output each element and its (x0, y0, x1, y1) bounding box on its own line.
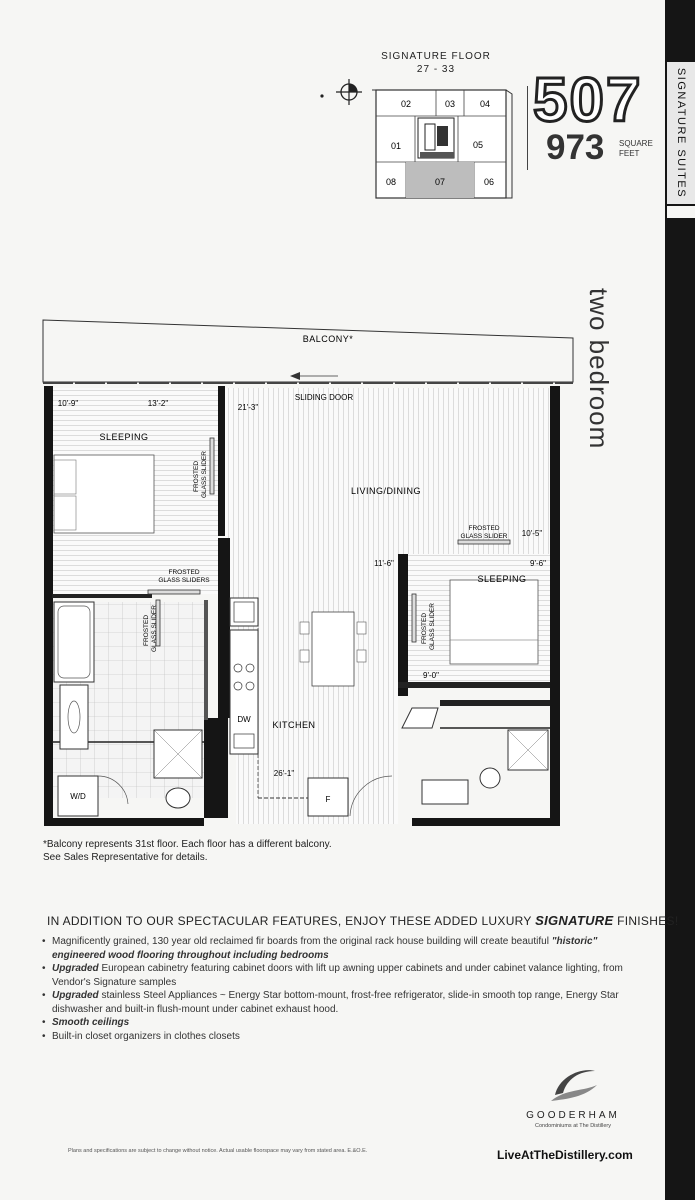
frosted-slider-d-line1: FROSTED (468, 525, 500, 532)
feature-item-1-text: Magnificently grained, 130 year old reclaimed fir boards from the original rack house building will create beautiful (52, 936, 552, 947)
dim-sleeping-1-length: 13'-2" (147, 399, 169, 408)
frosted-slider-c-line2: GLASS SLIDER (429, 603, 436, 650)
features-list (40, 935, 652, 1043)
dim-sleeping-1-width: 10'-9" (57, 399, 79, 408)
features-heading (47, 913, 678, 928)
key-plan-unit-08: 08 (385, 177, 397, 187)
room-balcony: BALCONY* (302, 334, 354, 344)
room-sleeping-2: SLEEPING (477, 574, 527, 584)
balcony-note-line2: See Sales Representative for details. (43, 852, 208, 863)
features-heading-em: SIGNATURE (535, 913, 614, 928)
key-plan-title-text: SIGNATURE FLOOR (381, 51, 491, 62)
dim-sleeping-2-length: 9'-6" (530, 559, 546, 568)
frosted-slider-a-line2: GLASS SLIDER (201, 451, 208, 498)
frosted-slider-b-line2: GLASS SLIDER (151, 605, 158, 652)
key-plan-floors: 27 - 33 (416, 64, 456, 75)
dishwasher-label: DW (237, 715, 251, 724)
dim-sleeping-2-width: 10'-5" (521, 529, 543, 538)
frosted-sliders-line1: FROSTED (168, 569, 200, 576)
suite-type-text: two bedroom (584, 288, 614, 450)
feature-item-2-text: European cabinetry featuring cabinet doors with lift up awning upper cabinets and under cabinet valance lighting, from Vendor's Signature samples (52, 963, 623, 988)
features-heading-pre: IN ADDITION TO OUR SPECTACULAR FEATURES, ENJOY THESE ADDED LUXURY (47, 914, 536, 928)
dim-closet: 9'-0" (423, 671, 439, 680)
brand-name: GOODERHAM (526, 1110, 620, 1121)
unit-area-label-line1: SQUARE (619, 139, 653, 148)
unit-area: 973 (546, 128, 605, 167)
dim-kitchen-length: 26'-1" (273, 769, 295, 778)
unit-divider (527, 86, 528, 170)
sliding-door-label: SLIDING DOOR (294, 393, 354, 402)
feature-item-4 (52, 1016, 652, 1030)
gooderham-logo-icon (545, 1065, 601, 1107)
key-plan-unit-01: 01 (390, 141, 402, 151)
key-plan-unit-04: 04 (479, 99, 491, 109)
key-plan-unit-02: 02 (400, 99, 412, 109)
key-plan-unit-07: 07 (434, 177, 446, 187)
feature-item-3-em: Upgraded (52, 990, 99, 1001)
frosted-sliders-line2: GLASS SLIDERS (158, 577, 210, 584)
room-living-dining: LIVING/DINING (350, 486, 422, 496)
key-plan-diagram (370, 82, 520, 212)
feature-item-3-text: stainless Steel Appliances ~ Energy Star bottom-mount, frost-free refrigerator, slide-in smooth top range, Energy Star dishwasher and built-in flush-mount under cabinet exhaust hood. (52, 990, 619, 1015)
feature-item-1-em: "historic" engineered wood flooring throughout including bedrooms (52, 936, 598, 961)
signature-suites-tab[interactable] (667, 62, 695, 204)
dim-living-length: 21'-3" (237, 403, 259, 412)
disclaimer: Plans and specifications are subject to change without notice. Actual usable floorspace may vary from stated area. E.&O.E. (68, 1148, 368, 1154)
brand-subtitle: Condominiums at The Distillery (534, 1123, 611, 1129)
floor-plan-drawing (38, 310, 578, 830)
frosted-slider-b-line1: FROSTED (143, 614, 150, 646)
website-link[interactable]: LiveAtTheDistillery.com (497, 1148, 633, 1162)
room-kitchen: KITCHEN (272, 720, 316, 730)
balcony-note-line1: *Balcony represents 31st floor. Each floor has a different balcony. (43, 839, 332, 850)
north-compass-icon (316, 76, 368, 106)
unit-area-label-line2: FEET (619, 149, 640, 158)
feature-item-4-em: Smooth ceilings (52, 1017, 130, 1028)
frosted-slider-c-line1: FROSTED (421, 612, 428, 644)
key-plan-title (366, 50, 506, 76)
feature-item-2 (52, 962, 652, 989)
feature-item-5-text: Built-in closet organizers in clothes closets (52, 1030, 240, 1042)
feature-item-3 (52, 989, 652, 1016)
feature-item-1 (52, 935, 652, 962)
side-band-gap (667, 206, 695, 218)
frosted-slider-a-line1: FROSTED (193, 460, 200, 492)
key-plan-unit-05: 05 (472, 140, 484, 150)
feature-item-5 (52, 1030, 652, 1044)
signature-suites-tab-label: SIGNATURE SUITES (675, 67, 687, 199)
dim-living-width: 11'-6" (374, 559, 394, 568)
unit-area-label (619, 139, 653, 159)
frosted-slider-d-line2: GLASS SLIDER (460, 533, 508, 540)
features-heading-post: FINISHES! (613, 914, 679, 928)
unit-number: 507 (533, 66, 643, 135)
key-plan-unit-03: 03 (444, 99, 456, 109)
room-sleeping-1: SLEEPING (99, 432, 149, 442)
fridge-label: F (325, 795, 331, 804)
key-plan-unit-06: 06 (483, 177, 495, 187)
balcony-note (43, 838, 332, 864)
washer-dryer-label: W/D (70, 792, 86, 801)
feature-item-2-em: Upgraded (52, 963, 99, 974)
